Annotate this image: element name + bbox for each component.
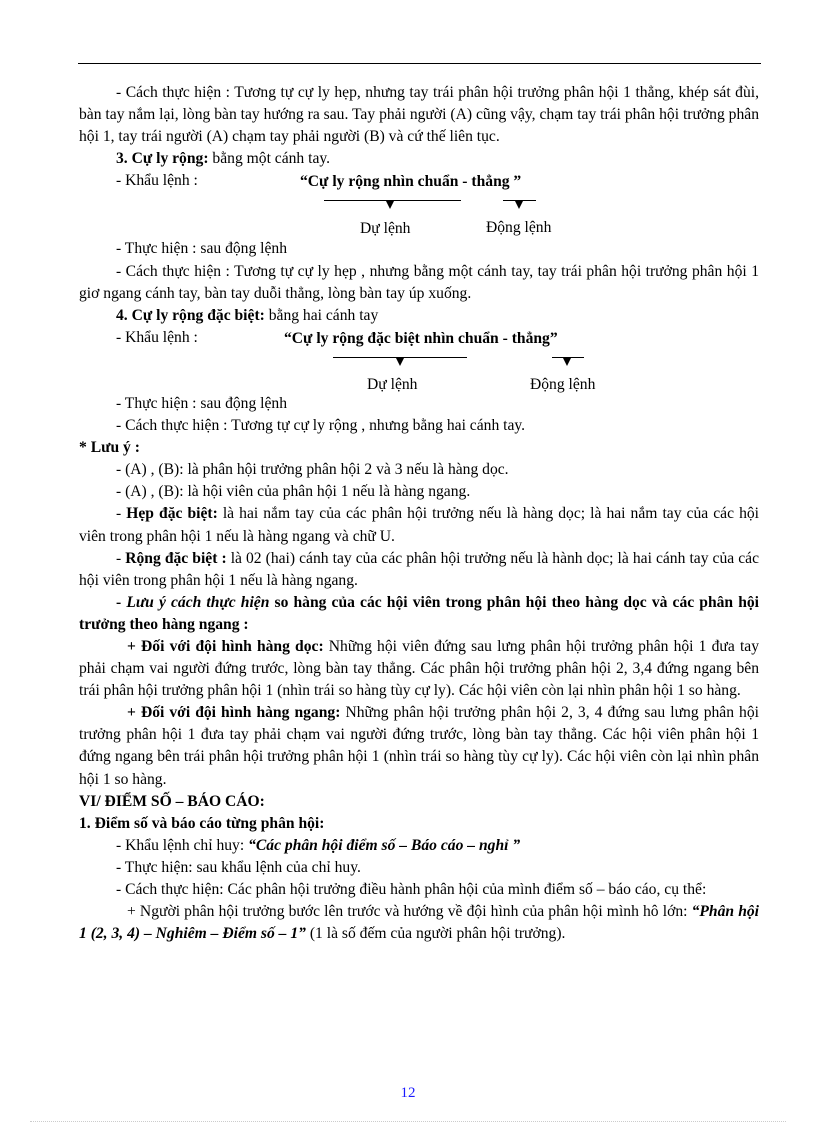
command-diagram-2 bbox=[79, 328, 759, 393]
du-lenh-label: Dự lệnh bbox=[360, 220, 411, 238]
arrow-down-icon bbox=[386, 201, 394, 209]
subsection-heading: 1. Điểm số và báo cáo từng phân hội: bbox=[79, 814, 325, 832]
paragraph: + Đối với đội hình hàng ngang: Những phân hội trưởng phân hội 2, 3, 4 đứng sau lưng phân hội trưởng phân hội 1 đưa tay phải chạm vai người đứng trước, lòng bàn tay thẳng. Các hội viên phân hội 1 đứng ngang bên trái phân hội trưởng phân hội 1 (nhìn trái so hàng tùy cự ly). Các hội viên còn lại nhìn phân hội 1 so hàng. bbox=[79, 704, 759, 788]
paragraph: - Lưu ý cách thực hiện so hàng của các hội viên trong phân hội theo hàng dọc và các phân hội trưởng theo hàng ngang : bbox=[79, 593, 759, 633]
luu-y-heading: * Lưu ý : bbox=[79, 439, 140, 457]
paragraph: + Đối với đội hình hàng dọc: Những hội viên đứng sau lưng phân hội trưởng phân hội 1 đưa tay phải chạm vai người đứng trước, lòng bàn tay thẳng. Các phân hội trưởng phân hội 2, 3,4 đứng ngang bên trái phân hội trưởng phân hội 1 (nhìn trái so hàng tùy cự ly). Các hội viên còn lại nhìn phân hội 1 so hàng. bbox=[79, 637, 759, 700]
command-quote: “Cự ly rộng đặc biệt nhìn chuẩn - thẳng” bbox=[284, 329, 558, 347]
khau-lenh-label: - Khẩu lệnh : bbox=[116, 172, 198, 190]
heading-cu-ly-rong: 3. Cự ly rộng: bằng một cánh tay. bbox=[116, 150, 331, 168]
dong-lenh-label: Động lệnh bbox=[530, 375, 596, 393]
arrow-down-icon bbox=[515, 201, 523, 209]
paragraph: - (A) , (B): là phân hội trưởng phân hội 2 và 3 nếu là hàng dọc. bbox=[116, 461, 509, 479]
paragraph: - Cách thực hiện : Tương tự cự ly hẹp , nhưng bằng một cánh tay, tay trái phân hội trưởng phân hội 1 giơ ngang cánh tay, bàn tay duỗi thẳng, lòng bàn tay úp xuống. bbox=[79, 262, 759, 302]
paragraph: - (A) , (B): là hội viên của phân hội 1 nếu là hàng ngang. bbox=[116, 483, 471, 501]
document-body bbox=[79, 82, 759, 945]
paragraph: - Cách thực hiện : Tương tự cự ly rộng , nhưng bằng hai cánh tay. bbox=[116, 417, 526, 435]
du-lenh-label: Dự lệnh bbox=[367, 375, 418, 393]
paragraph: - Rộng đặc biệt : là 02 (hai) cánh tay của các phân hội trưởng nếu là hành dọc; là hai cánh tay của các hội viên trong phân hội 1 nếu là hàng ngang. bbox=[79, 549, 759, 589]
paragraph: - Thực hiện: sau khẩu lệnh của chỉ huy. bbox=[116, 858, 361, 876]
command-quote: “Cự ly rộng nhìn chuẩn - thẳng ” bbox=[300, 173, 522, 191]
arrow-down-icon bbox=[563, 358, 571, 366]
khau-lenh-label: - Khẩu lệnh : bbox=[116, 328, 198, 346]
paragraph: - Cách thực hiện: Các phân hội trưởng điều hành phân hội của mình điểm số – báo cáo, cụ thể: bbox=[116, 881, 707, 898]
page-bottom-border bbox=[30, 1121, 786, 1122]
heading-cu-ly-rong-dac-biet: 4. Cự ly rộng đặc biệt: bằng hai cánh tay bbox=[116, 306, 379, 324]
paragraph: - Thực hiện : sau động lệnh bbox=[116, 240, 287, 258]
paragraph: + Người phân hội trưởng bước lên trước và hướng về đội hình của phân hội mình hô lớn: “Phân hội 1 (2, 3, 4) – Nghiêm – Điểm số – 1” (1 là số đếm của người phân hội trưởng). bbox=[79, 903, 759, 943]
section-heading: VI/ ĐIỂM SỐ – BÁO CÁO: bbox=[79, 792, 265, 810]
paragraph: - Hẹp đặc biệt: là hai nắm tay của các phân hội trưởng nếu là hàng dọc; là hai nắm tay của các hội viên trong phân hội 1 nếu là hàng ngang và chữ U. bbox=[79, 505, 759, 545]
arrow-down-icon bbox=[396, 358, 404, 366]
dong-lenh-label: Động lệnh bbox=[486, 219, 552, 237]
header-rule bbox=[78, 63, 761, 64]
paragraph: - Cách thực hiện : Tương tự cự ly hẹp, nhưng tay trái phân hội trưởng phân hội 1 thẳng, khép sát đùi, bàn tay nắm lại, lòng bàn tay hướng ra sau. Tay phải người (A) cũng vậy, chạm tay trái phân hội trưởng phân hội 1, tay trái người (A) chạm tay phải người (B) và cứ thế liên tục. bbox=[79, 84, 759, 146]
paragraph: - Khẩu lệnh chỉ huy: “Các phân hội điểm số – Báo cáo – nghỉ ” bbox=[116, 836, 521, 854]
page-number: 12 bbox=[400, 1085, 416, 1101]
paragraph: - Thực hiện : sau động lệnh bbox=[116, 394, 287, 412]
command-diagram-1 bbox=[79, 171, 759, 238]
